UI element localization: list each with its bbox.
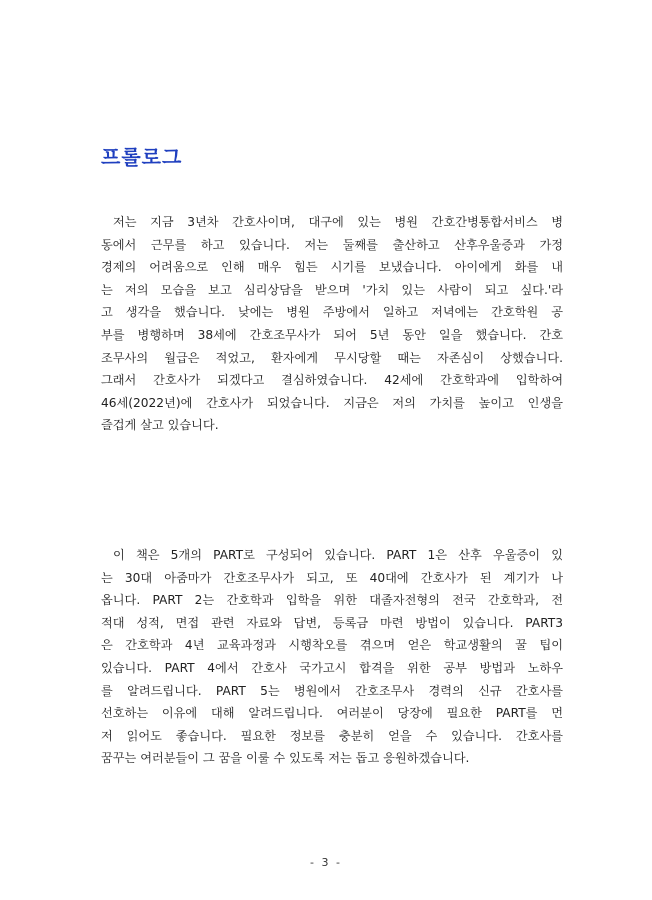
paragraph-line: 옵니다. PART 2는 간호학과 입학을 위한 대졸자전형의 전국 간호학과, 전 <box>101 593 563 608</box>
paragraph-line: 즐겁게 살고 있습니다. <box>101 418 219 433</box>
paragraph-line: 이 책은 5개의 PART로 구성되어 있습니다. PART 1은 산후 우울증이 있 <box>113 548 563 562</box>
paragraph-line: 46세(2022년)에 간호사가 되었습니다. 지금은 저의 가치를 높이고 인생을 <box>101 395 563 410</box>
page-number: - 3 - <box>310 856 342 869</box>
paragraph-line: 선호하는 이유에 대해 알려드립니다. 여러분이 당장에 필요한 PART를 먼 <box>101 706 563 721</box>
paragraph-line: 경제의 어려움으로 인해 매우 힘든 시기를 보냈습니다. 아이에게 화를 내 <box>101 260 563 275</box>
paragraph-1 <box>101 211 563 437</box>
paragraph-line: 적대 성적, 면접 관련 자료와 답변, 등록금 마련 방법이 있습니다. PART3 <box>101 615 563 630</box>
paragraph-line: 그래서 간호사가 되겠다고 결심하였습니다. 42세에 간호학과에 입학하여 <box>101 373 563 388</box>
paragraph-line: 를 알려드립니다. PART 5는 병원에서 간호조무사 경력의 신규 간호사를 <box>101 683 563 698</box>
paragraph-line: 부를 병행하며 38세에 간호조무사가 되어 5년 동안 일을 했습니다. 간호 <box>101 327 563 342</box>
paragraph-line: 고 생각을 했습니다. 낮에는 병원 주방에서 일하고 저녁에는 간호학원 공 <box>101 305 563 320</box>
page-title: 프롤로그 <box>101 145 183 169</box>
paragraph-line: 는 30대 아줌마가 간호조무사가 되고, 또 40대에 간호사가 된 계기가 나 <box>101 570 563 585</box>
paragraph-line: 저는 지금 3년차 간호사이며, 대구에 있는 병원 간호간병통합서비스 병 <box>113 215 563 229</box>
paragraph-line: 조무사의 월급은 적었고, 환자에게 무시당할 때는 자존심이 상했습니다. <box>101 350 563 365</box>
paragraph-2 <box>101 544 563 770</box>
paragraph-line: 는 저의 모습을 보고 심리상담을 받으며 '가치 있는 사람이 되고 싶다.'라 <box>101 282 563 297</box>
paragraph-line: 있습니다. PART 4에서 간호사 국가고시 합격을 위한 공부 방법과 노하우 <box>101 660 563 675</box>
paragraph-line: 저 읽어도 좋습니다. 필요한 정보를 충분히 얻을 수 있습니다. 간호사를 <box>101 728 563 743</box>
paragraph-line: 은 간호학과 4년 교육과정과 시행착오를 겪으며 얻은 학교생활의 꿀 팁이 <box>101 638 563 653</box>
paragraph-line: 동에서 근무를 하고 있습니다. 저는 둘째를 출산하고 산후우울증과 가정 <box>101 237 563 252</box>
paragraph-line: 꿈꾸는 여러분들이 그 꿈을 이룰 수 있도록 저는 돕고 응원하겠습니다. <box>101 751 470 766</box>
